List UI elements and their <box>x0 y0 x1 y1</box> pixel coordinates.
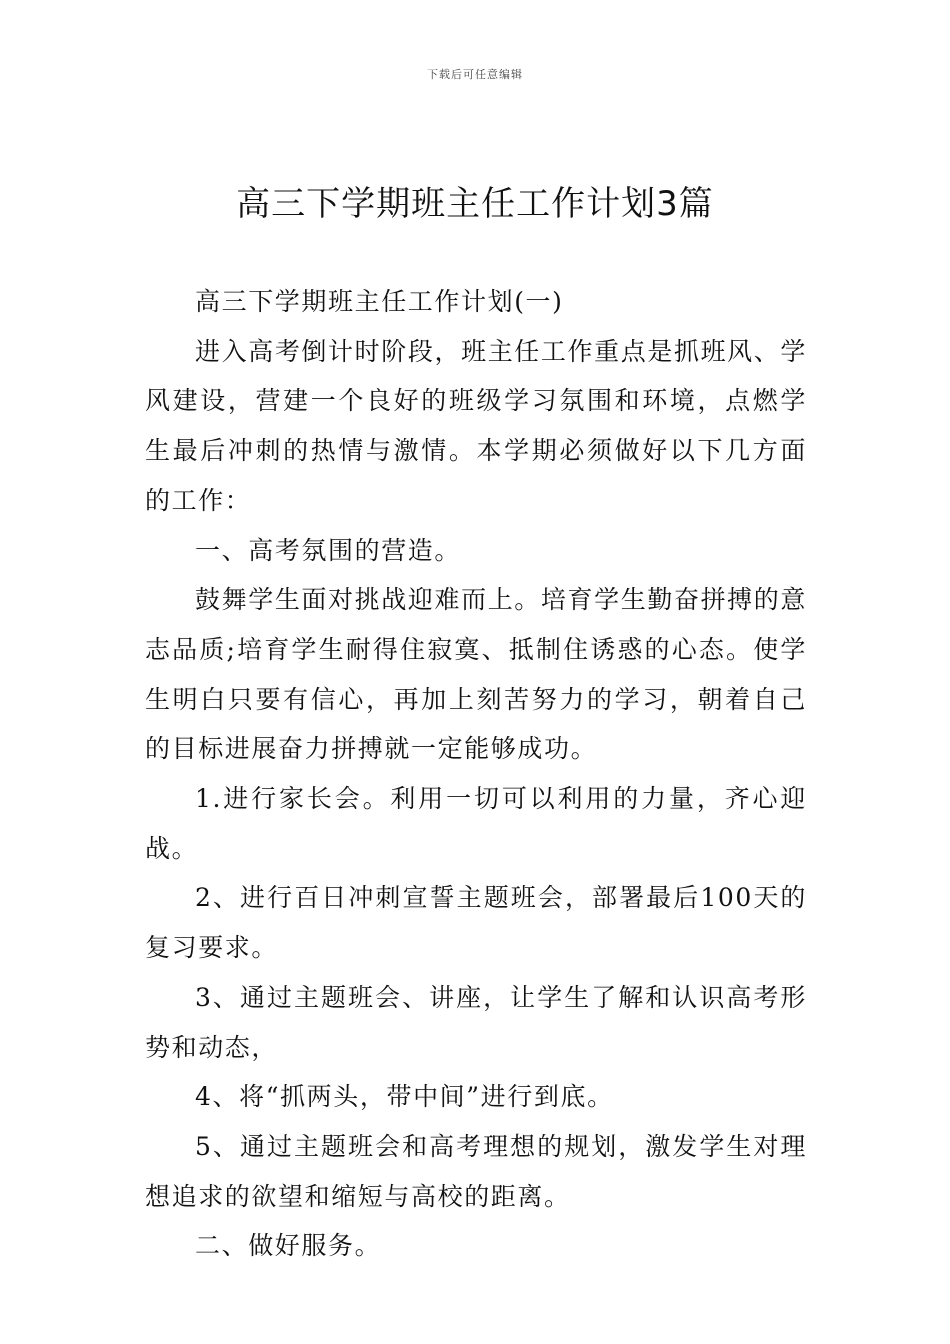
section-heading: 高三下学期班主任工作计划(一) <box>195 287 564 316</box>
body-paragraph: 鼓舞学生面对挑战迎难而上。培育学生勤奋拼搏的意志品质;培育学生耐得住寂寞、抵制住诱惑的心态。使学生明白只要有信心，再加上刻苦努力的学习，朝着自己的目标进展奋力拼搏就一定能够成功。 <box>145 585 807 764</box>
subheading-atmosphere: 一、高考氛围的营造。 <box>195 535 462 565</box>
document-title: 高三下学期班主任工作计划3篇 <box>236 184 714 224</box>
list-item: 3、通过主题班会、讲座，让学生了解和认识高考形势和动态， <box>145 982 807 1062</box>
list-item: 4、将“抓两头，带中间”进行到底。 <box>195 1082 614 1112</box>
intro-paragraph: 进入高考倒计时阶段，班主任工作重点是抓班风、学风建设，营建一个良好的班级学习氛围和环境，点燃学生最后冲刺的热情与激情。本学期必须做好以下几方面的工作： <box>145 336 807 515</box>
list-item: 2、进行百日冲刺宣誓主题班会，部署最后100天的复习要求。 <box>145 883 807 963</box>
header-note: 下载后可任意编辑 <box>427 68 523 81</box>
document-body <box>145 277 807 1271</box>
subheading-service: 二、做好服务。 <box>195 1231 382 1261</box>
list-item: 1.进行家长会。利用一切可以利用的力量，齐心迎战。 <box>145 784 807 863</box>
list-item: 5、通过主题班会和高考理想的规划，激发学生对理想追求的欲望和缩短与高校的距离。 <box>145 1131 807 1211</box>
